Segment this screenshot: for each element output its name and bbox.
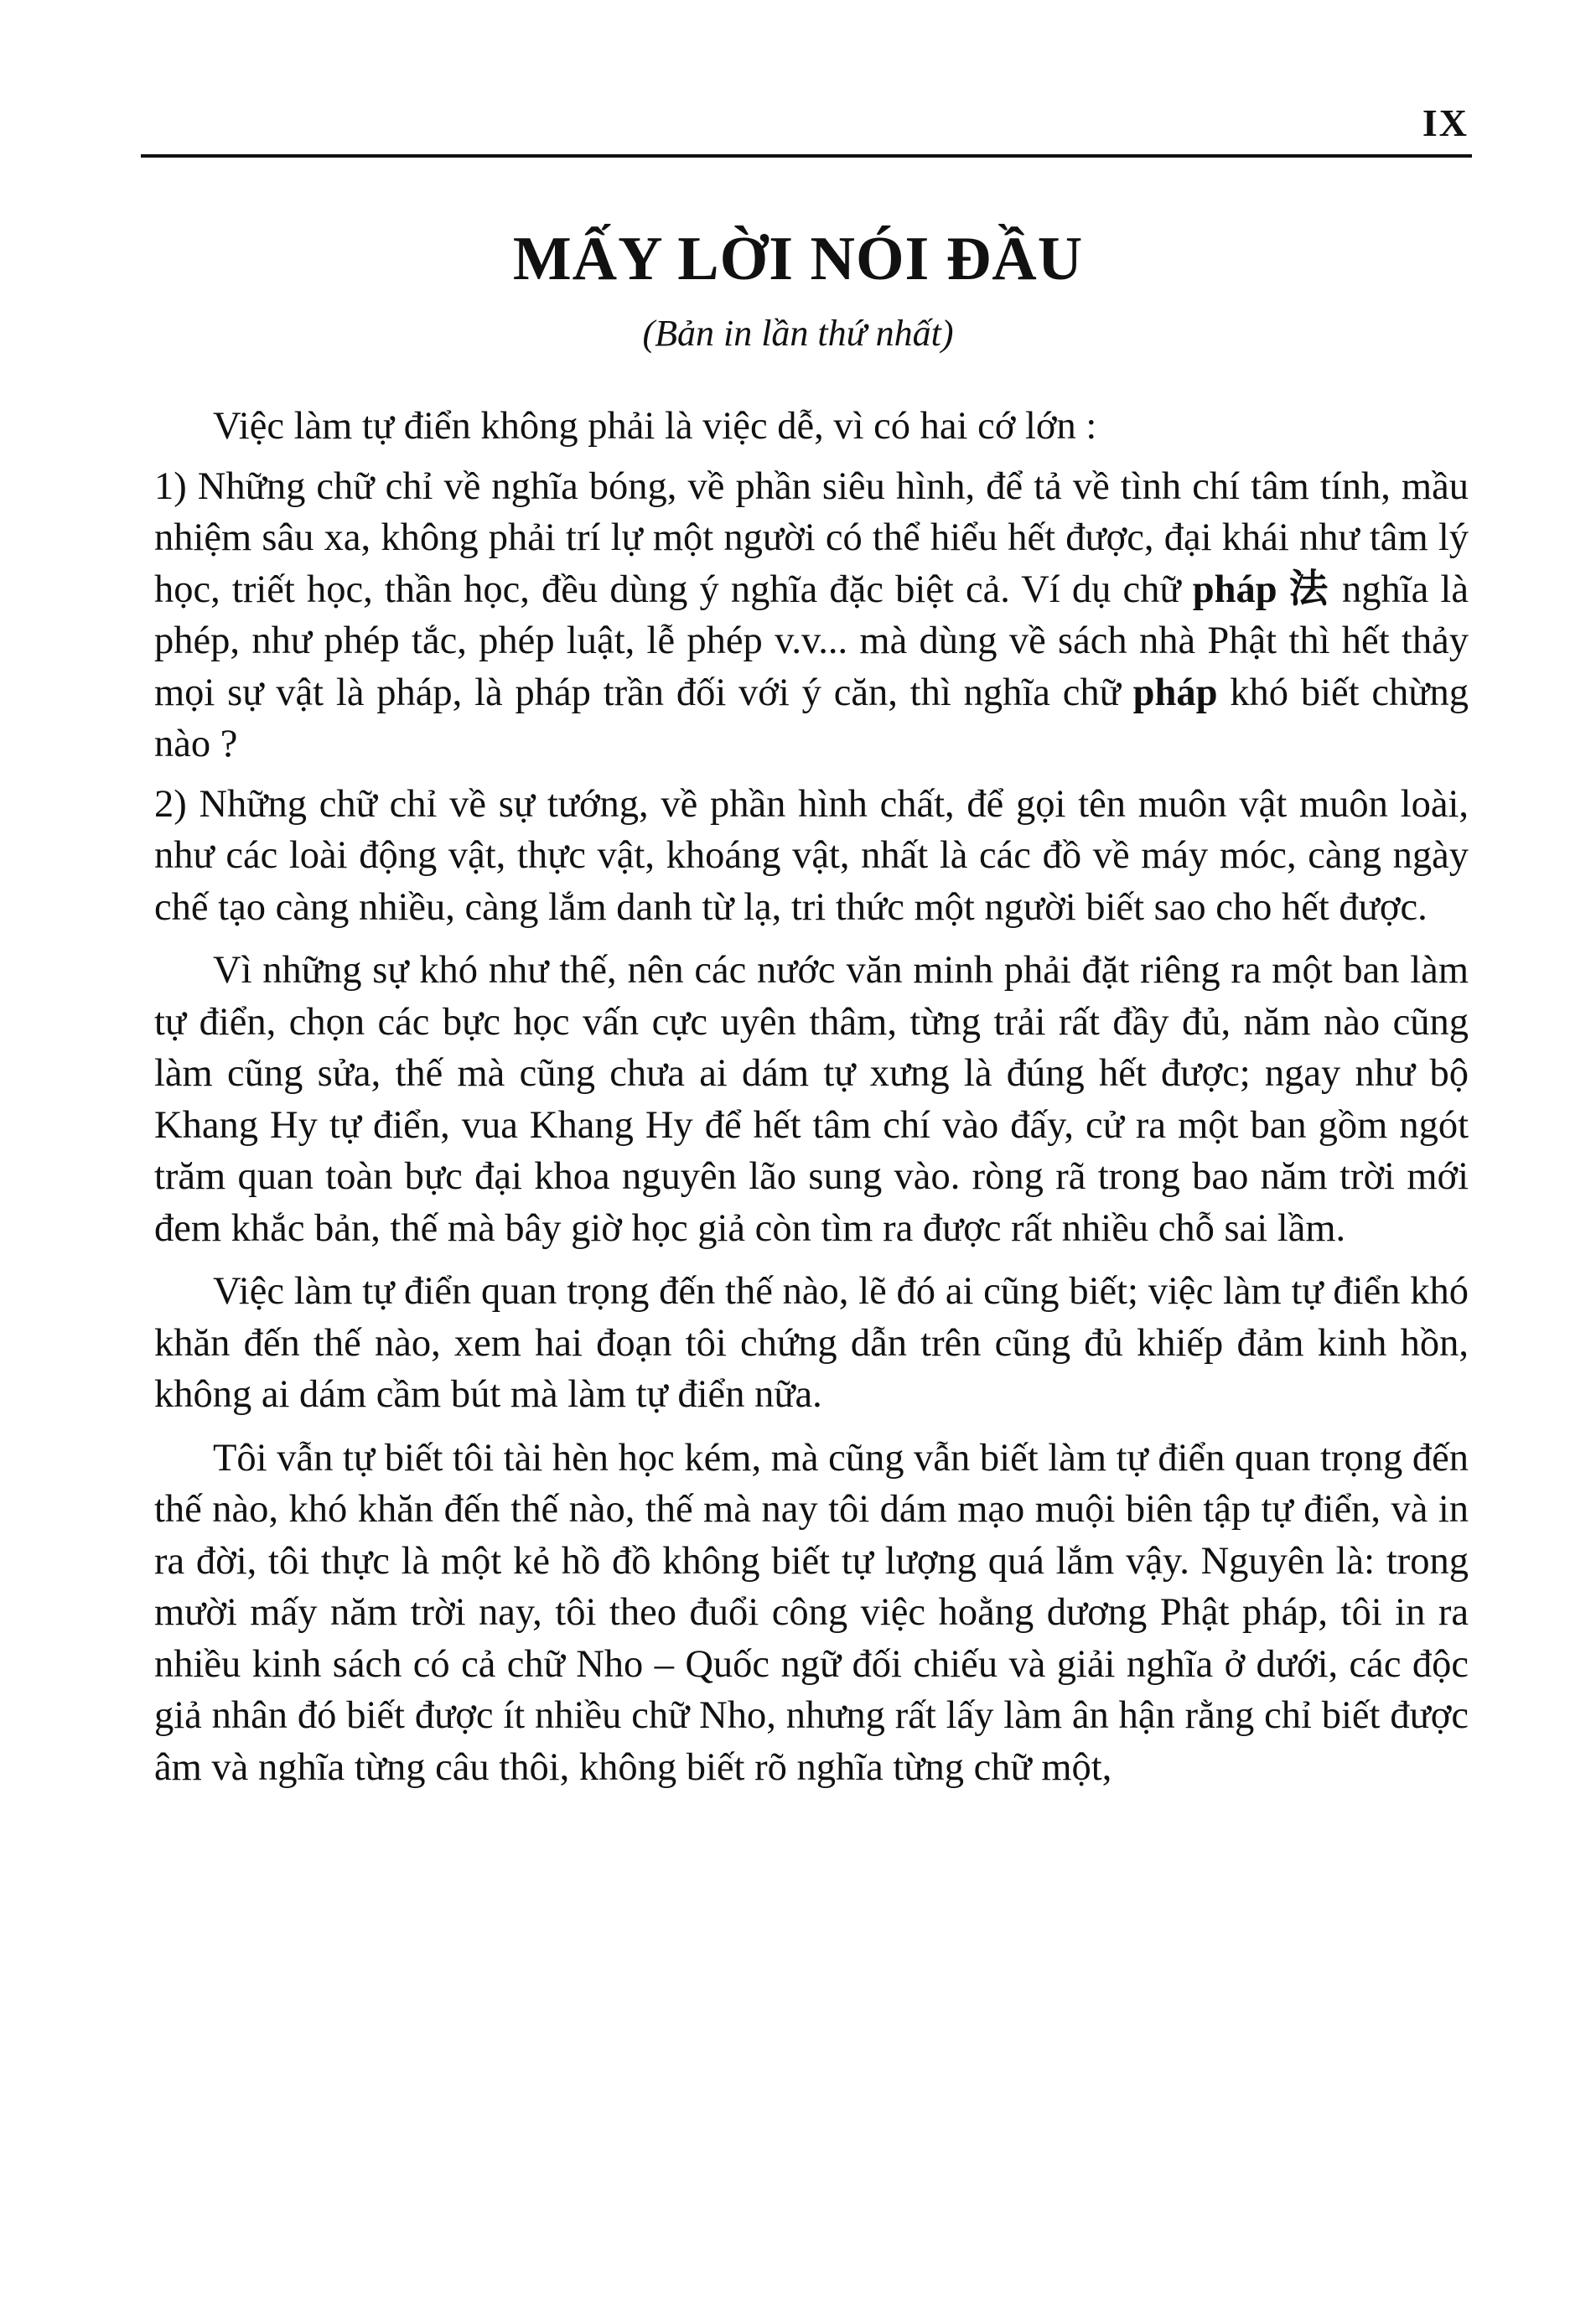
paragraph-reason-1: 1) Những chữ chỉ về nghĩa bóng, về phần siêu hình, để tả về tình chí tâm tính, mầu nhiệm sâu xa, không phải trí lự một người có thể hiểu hết được, đại khái như tâm lý học, triết học, thần học, đều dùng ý nghĩa đặc biệt cả. Ví dụ chữ pháp 法 nghĩa là phép, như phép tắc, phép luật, lễ phép v.v... mà dùng về sách nhà Phật thì hết thảy mọi sự vật là pháp, là pháp trần đối với ý căn, thì nghĩa chữ pháp khó biết chừng nào ? (154, 464, 1469, 765)
page-number: IX (1422, 101, 1469, 144)
header-rule (141, 154, 1472, 158)
paragraph-intro: Việc làm tự điển không phải là việc dễ, vì có hai cớ lớn : (213, 405, 1097, 448)
paragraph-5: Tôi vẫn tự biết tôi tài hèn học kém, mà cũng vẫn biết làm tự điển quan trọng đến thế nào, khó khăn đến thế nào, thế mà nay tôi dám mạo muội biên tập tự điển, và in ra đời, tôi thực là một kẻ hồ đồ không biết tự lượng quá lắm vậy. Nguyên là: trong mười mấy năm trời nay, tôi theo đuổi công việc hoằng dương Phật pháp, tôi in ra nhiều kinh sách có cả chữ Nho – Quốc ngữ đối chiếu và giải nghĩa ở dưới, các độc giả nhân đó biết được ít nhiều chữ Nho, nhưng rất lấy làm ân hận rằng chỉ biết được âm và nghĩa từng câu thôi, không biết rõ nghĩa từng chữ một, (154, 1436, 1469, 1789)
paragraph-3: Vì những sự khó như thế, nên các nước văn minh phải đặt riêng ra một ban làm tự điển, chọn các bực học vấn cực uyên thâm, từng trải rất đầy đủ, năm nào cũng làm cũng sửa, thế mà cũng chưa ai dám tự xưng là đúng hết được; ngay như bộ Khang Hy tự điển, vua Khang Hy để hết tâm chí vào đấy, cử ra một ban gồm ngót trăm quan toàn bực đại khoa nguyên lão sung vào. ròng rã trong bao năm trời mới đem khắc bản, thế mà bây giờ học giả còn tìm ra được rất nhiều chỗ sai lầm. (154, 949, 1469, 1250)
term-phap: pháp (1132, 671, 1218, 714)
paragraph-4: Việc làm tự điển quan trọng đến thế nào, lẽ đó ai cũng biết; việc làm tự điển khó khăn đến thế nào, xem hai đoạn tôi chứng dẫn trên cũng đủ khiếp đảm kinh hồn, không ai dám cầm bút mà làm tự điển nữa. (154, 1270, 1469, 1416)
page-title: MẤY LỜI NÓI ĐẦU (512, 225, 1084, 293)
paragraph-reason-2: 2) Những chữ chỉ về sự tướng, về phần hình chất, để gọi tên muôn vật muôn loài, như các loài động vật, thực vật, khoáng vật, nhất là các đồ về máy móc, càng ngày chế tạo càng nhiều, càng lắm danh từ lạ, tri thức một người biết sao cho hết được. (154, 782, 1469, 929)
body-text (154, 401, 1469, 1802)
page-subtitle: (Bản in lần thứ nhất) (642, 313, 954, 354)
term-phap-han: pháp 法 (1192, 568, 1330, 611)
